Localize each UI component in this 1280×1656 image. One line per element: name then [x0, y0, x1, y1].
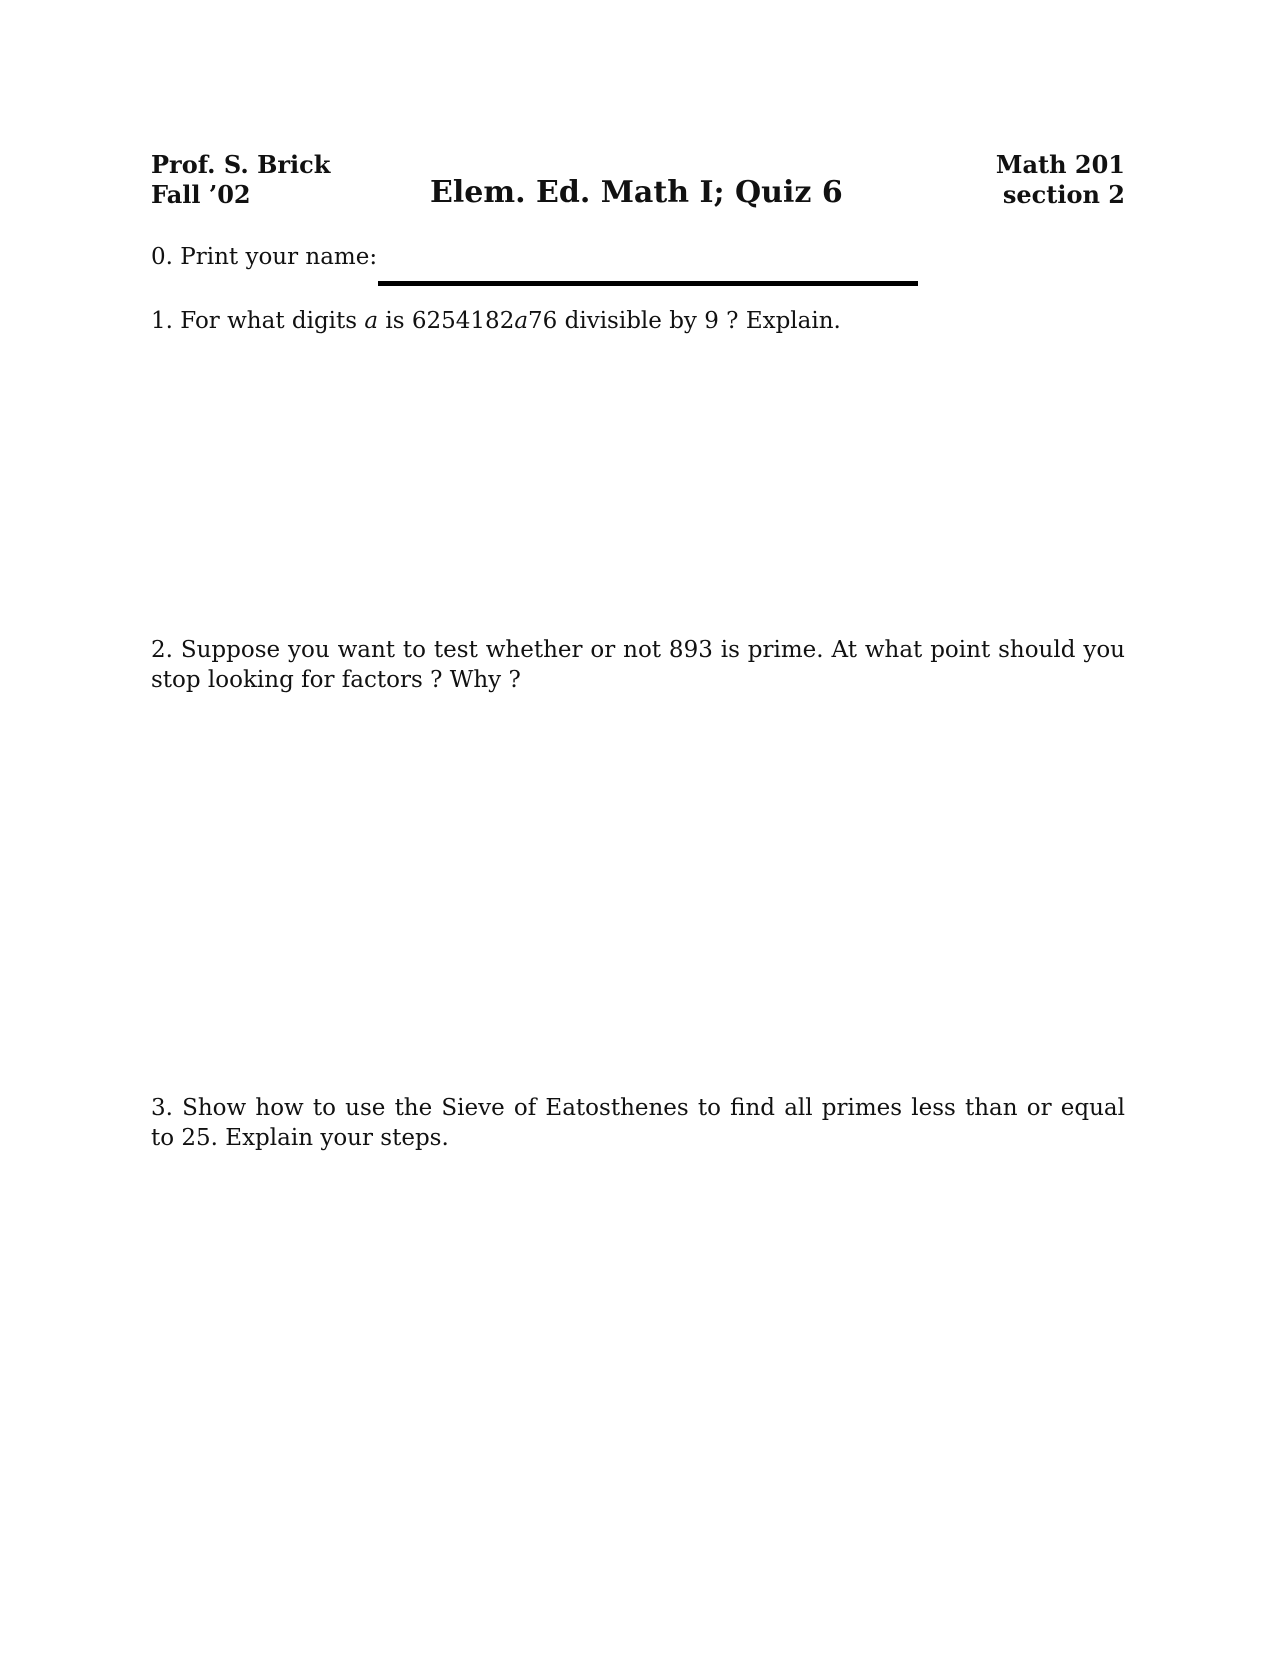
question-0-name-prompt: 0. Print your name:	[151, 244, 378, 270]
question-1-text-end: 76 divisible by 9 ? Explain.	[528, 308, 841, 334]
digit-variable: a	[514, 308, 529, 334]
course-number: Math 201	[995, 150, 1125, 179]
term-label: Fall ’02	[151, 180, 251, 209]
question-3: 3. Show how to use the Sieve of Eatosthenes to find all primes less than or equal to 25. Explain your steps.	[151, 1095, 1125, 1151]
question-1-text-start: 1. For what digits	[151, 308, 365, 334]
question-1-text-middle: is 6254182	[378, 308, 515, 334]
section-label: section 2	[1002, 180, 1125, 209]
digit-variable: a	[364, 308, 379, 334]
question-1	[151, 306, 1125, 336]
instructor-name: Prof. S. Brick	[151, 150, 331, 179]
quiz-title: Elem. Ed. Math I; Quiz 6	[430, 175, 843, 210]
name-answer-line[interactable]	[378, 281, 918, 286]
question-2: 2. Suppose you want to test whether or not 893 is prime. At what point should you stop looking for factors ? Why ?	[151, 637, 1125, 693]
